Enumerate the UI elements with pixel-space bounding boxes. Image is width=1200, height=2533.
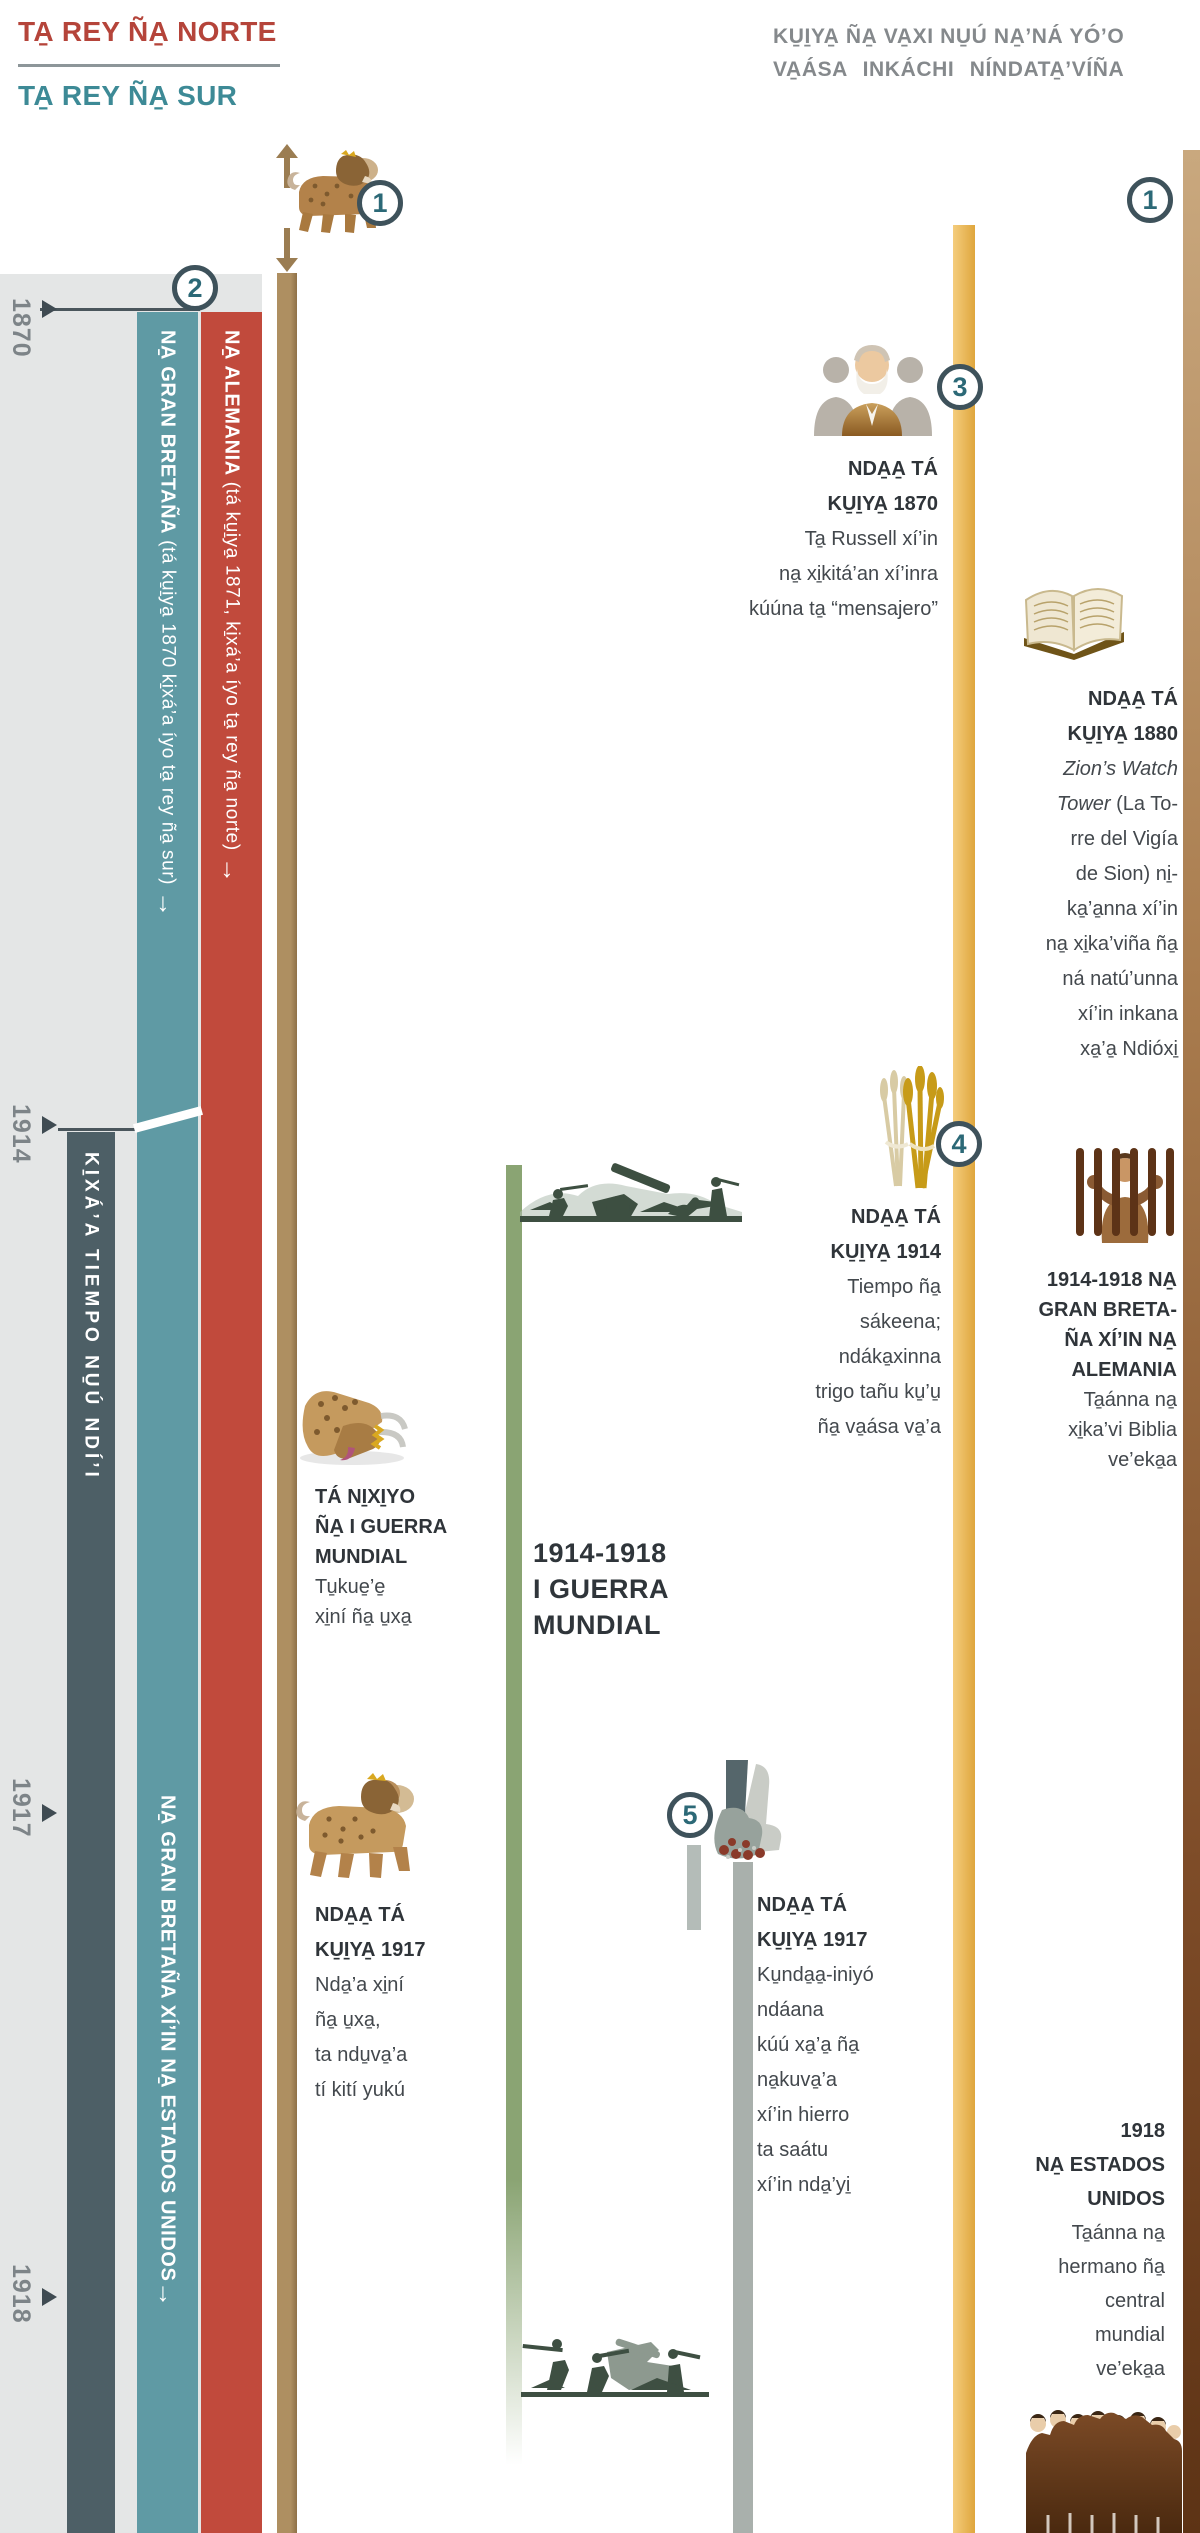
open-book-icon xyxy=(1018,580,1130,662)
note-1918-body: Ta̱ánna na̱ hermano ña̱ central mundial ve’eka̱a xyxy=(1058,2222,1165,2380)
tick-1870 xyxy=(40,308,200,311)
britain-bar-label-bold: NA̱ GRAN BRETAÑA xyxy=(156,330,179,535)
note-1917-left-title: NDA̱A̱ TÁ KU̱I̱YA̱ 1917 xyxy=(315,1904,426,1961)
britain-us-bar-label xyxy=(137,1795,198,2308)
year-marker-1917 xyxy=(42,1804,57,1822)
marker5-stub-band xyxy=(687,1845,701,1930)
south-king-heading: TA̱ REY ÑA̱ SUR xyxy=(18,80,238,111)
right-heading-line2: VA̱ÁSA INKÁCHI NÍNDATA̱’VÍÑA xyxy=(773,58,1125,81)
russell-group-icon xyxy=(800,338,945,438)
year-marker-1914 xyxy=(42,1116,57,1134)
note-1870-body: Ta̱ Russell xí’in na̱ xi̱kitá’an xí’inra kúúna ta̱ “mensajero” xyxy=(749,528,938,620)
time-of-end-bar-label: KI̱XÁ’A TIEMPO NU̱Ú NDÍ’I xyxy=(80,1152,102,1481)
leopard-beast-icon xyxy=(293,1773,435,1883)
note-1870-title: NDA̱A̱ TÁ KU̱I̱YA̱ 1870 xyxy=(827,458,938,515)
right-heading-line1: KU̱I̱YA̱ ÑA̱ VA̱XI NU̱Ú NA̱’NÁ YÓ’O xyxy=(773,25,1125,48)
note-beast-wounded xyxy=(315,1482,525,1632)
marker-3: 3 xyxy=(937,364,983,410)
note-1917-left xyxy=(315,1898,525,2108)
note-1918 xyxy=(985,2114,1165,2386)
marker-1-left: 1 xyxy=(357,180,403,226)
ww1-artillery-icon xyxy=(520,1160,742,1224)
marker-5: 5 xyxy=(667,1792,713,1838)
germany-bar-label-bold: NA̱ ALEMANIA xyxy=(220,330,243,476)
marker-1-right: 1 xyxy=(1127,177,1173,223)
germany-bar-label xyxy=(201,330,262,883)
marker-2: 2 xyxy=(172,265,218,311)
prisoner-bars-icon xyxy=(1072,1148,1178,1245)
britain-us-bar-label-bold: NA̱ GRAN BRETAÑA XÍ’IN NA̱ ESTADOS UNIDOS xyxy=(156,1795,179,2282)
germany-bar-label-rest: (tá ku̱i̱ya̱ 1871, ki̱xá’a íyo ta̱ rey ña̱ norte) xyxy=(221,475,243,857)
ww1-soldiers-icon xyxy=(521,2330,709,2402)
marker-4: 4 xyxy=(936,1121,982,1167)
note-beast-wounded-body: Tu̱kue̱’e̱ xi̱ní ña̱ u̱xa̱ xyxy=(315,1576,412,1628)
note-1914-title: NDA̱A̱ TÁ KU̱I̱YA̱ 1914 xyxy=(830,1206,941,1263)
down-arrow-icon: → xyxy=(152,891,183,918)
wheat-sheaves-icon xyxy=(874,1066,946,1192)
heading-divider xyxy=(18,64,280,67)
britain-bar-label xyxy=(137,330,198,918)
down-arrow-icon: → xyxy=(216,856,247,884)
north-king-heading: TA̱ REY ÑA̱ NORTE xyxy=(18,16,277,47)
down-arrow-icon: → xyxy=(152,2281,183,2308)
tick-1914 xyxy=(58,1128,136,1131)
note-1917-right-body: Ku̱nda̱a̱-iniyó ndáana kúú xa̱’a̱ ña̱ na̱kuva̱’a xí’in hierro ta saátu xí’in nda̱’yi̱ xyxy=(757,1964,874,2196)
dead-beast-icon xyxy=(297,1374,422,1466)
note-1880 xyxy=(1000,682,1178,1067)
ww1-green-band xyxy=(506,1165,522,2465)
note-1870 xyxy=(690,452,938,627)
note-1880-body: rre del Vigía de Sion) ni̱- ka̱’a̱nna xí’in na̱ xi̱ka’viña ña̱ ná natú’unna xí’in inkana xa̱’a̱ Ndióxi̱ xyxy=(1045,828,1178,1060)
year-label-1870: 1870 xyxy=(7,298,35,358)
note-1880-mixed-line: Tower (La To- xyxy=(1056,793,1178,815)
note-1914-body: Tiempo ña̱ sákeena; ndáka̱xinna trigo tañu ku̱’u̱ ña̱ va̱ása va̱’a xyxy=(815,1276,941,1438)
year-marker-1918 xyxy=(42,2288,57,2306)
right-heading xyxy=(773,20,1124,86)
feet-gray-band xyxy=(733,1862,753,2533)
note-1918-title: 1918 NA̱ ESTADOS UNIDOS xyxy=(1035,2120,1165,2210)
note-britain-germany-title: 1914-1918 NA̱ GRAN BRETA- ÑA XÍ’IN NA̱ ALEMANIA xyxy=(1038,1269,1177,1381)
note-1917-right-title: NDA̱A̱ TÁ KU̱I̱YA̱ 1917 xyxy=(757,1894,868,1951)
brothers-group-icon xyxy=(1026,2408,1182,2533)
year-label-1918: 1918 xyxy=(7,2264,35,2324)
note-britain-germany-body: Ta̱ánna na̱ xi̱ka’vi Biblia ve’eka̱a xyxy=(1068,1389,1177,1471)
note-1880-italic-line: Zion’s Watch xyxy=(1063,758,1178,780)
year-marker-1870 xyxy=(42,300,57,318)
right-brown-band xyxy=(1183,150,1200,2533)
north-king-timeline-band xyxy=(277,273,297,2533)
britain-bar-label-rest: (tá ku̱i̱ya̱ 1870 ki̱xá’a íyo ta̱ rey ña̱ sur) xyxy=(157,534,179,891)
note-1914 xyxy=(770,1200,941,1445)
note-1880-title: NDA̱A̱ TÁ KU̱I̱YA̱ 1880 xyxy=(1067,688,1178,745)
ww1-label: 1914-1918 I GUERRA MUNDIAL xyxy=(533,1538,670,1640)
note-1917-left-body: Nda̱’a xi̱ní ña̱ u̱xa̱, ta ndu̱va̱’a tí kití yukú xyxy=(315,1974,408,2101)
note-britain-germany xyxy=(995,1265,1177,1475)
note-1917-right xyxy=(757,1888,957,2203)
note-beast-wounded-title: TÁ NI̱XI̱YO ÑA̱ I GUERRA MUNDIAL xyxy=(315,1486,448,1568)
iron-clay-feet-icon xyxy=(710,1760,788,1866)
year-label-1914: 1914 xyxy=(7,1104,35,1164)
year-label-1917: 1917 xyxy=(7,1778,35,1838)
